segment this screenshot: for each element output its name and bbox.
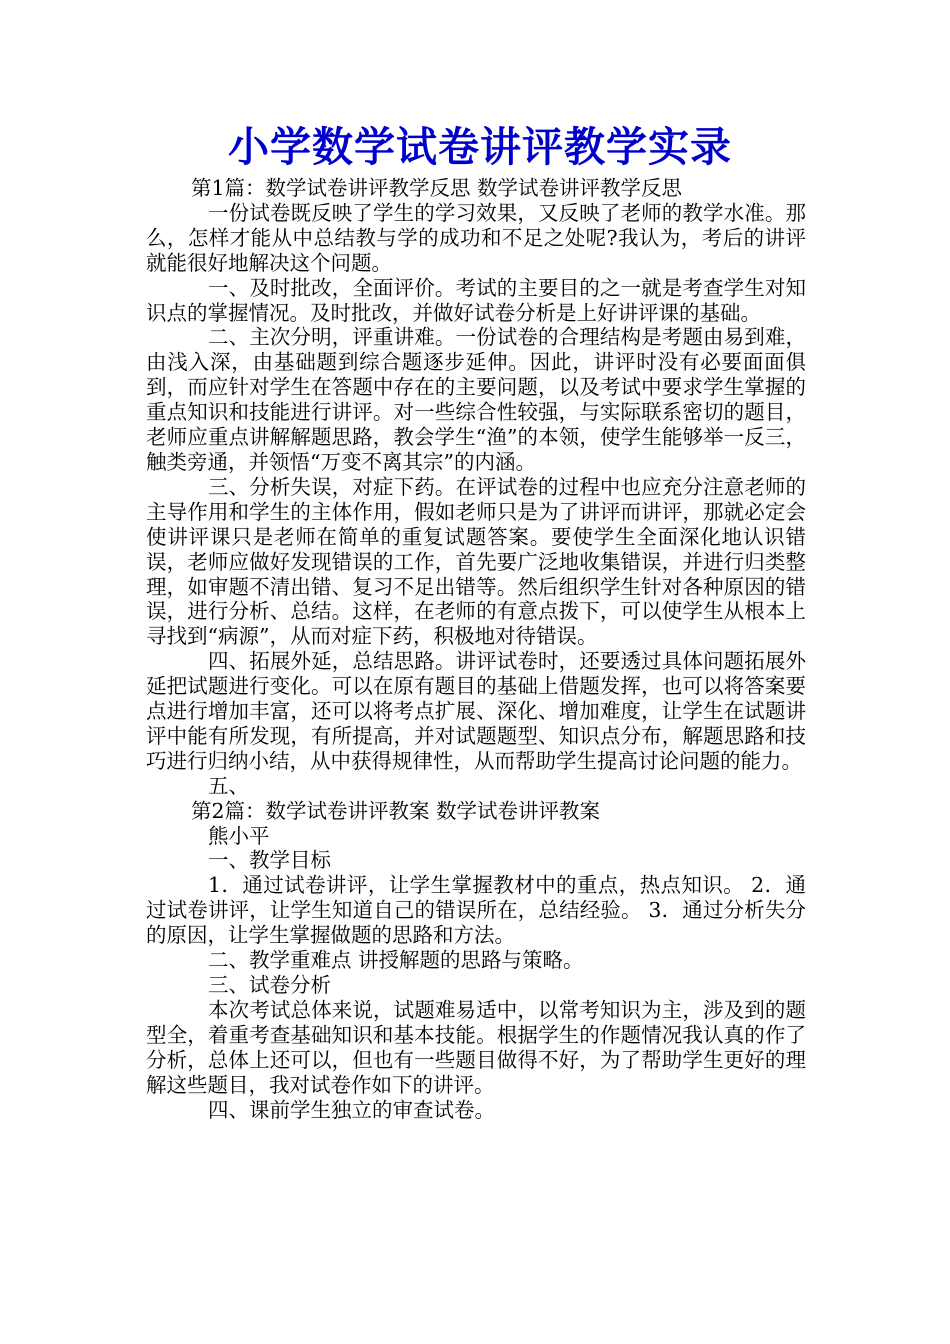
- section-heading-1: 第1篇：数学试卷讲评教学反思 数学试卷讲评教学反思: [191, 176, 683, 200]
- section-heading-2: 第2篇：数学试卷讲评教案 数学试卷讲评教案: [191, 798, 601, 823]
- paragraph-point-5: 五、: [208, 773, 249, 798]
- paragraph-point-3: 三、分析失误，对症下药。在评试卷的过程中也应充分注意老师的主导作用和学生的主体作用，假如老师只是为了讲评而讲评，那就必定会使讲评课只是老师在简单的重复试题答案。要使学生全面深化地认识错误，老师应做好发现错误的工作，首先要广泛地收集错误，并进行归类整理，如审题不清出错、复习不足出错等。然后组织学生针对各种原因的错误，进行分析、总结。这样，在老师的有意点拨下，可以使学生从根本上寻找到“病源”，从而对症下药，积极地对待错误。: [146, 474, 806, 649]
- heading-key-points: 二、教学重难点 讲授解题的思路与策略。: [208, 948, 584, 973]
- paragraph-paper-analysis: 本次考试总体来说，试题难易适中，以常考知识为主，涉及到的题型全，着重考查基础知识和基本技能。根据学生的作题情况我认真的作了分析，总体上还可以，但也有一些题目做得不好，为了帮助学生更好的理解这些题目，我对试卷作如下的讲评。: [146, 997, 806, 1097]
- heading-pre-class-review: 四、课前学生独立的审查试卷。: [208, 1097, 495, 1122]
- heading-teaching-goals: 一、教学目标: [208, 848, 331, 873]
- document-page: [146, 118, 806, 1122]
- paragraph-teaching-goals: 1．通过试卷讲评，让学生掌握教材中的重点，热点知识。 2．通过试卷讲评，让学生知道自己的错误所在，总结经验。 3．通过分析失分的原因，让学生掌握做题的思路和方法。: [146, 873, 806, 948]
- paragraph-intro: 一份试卷既反映了学生的学习效果，又反映了老师的教学水准。那么，怎样才能从中总结教与学的成功和不足之处呢?我认为，考后的讲评就能很好地解决这个问题。: [146, 200, 806, 275]
- paragraph-point-2: 二、主次分明，评重讲难。一份试卷的合理结构是考题由易到难，由浅入深，由基础题到综合题逐步延伸。因此，讲评时没有必要面面俱到，而应针对学生在答题中存在的主要问题，以及考试中要求学生掌握的重点知识和技能进行讲评。对一些综合性较强，与实际联系密切的题目，老师应重点讲解解题思路，教会学生“渔”的本领，使学生能够举一反三，触类旁通，并领悟“万变不离其宗”的内涵。: [146, 325, 806, 474]
- paragraph-point-4: 四、拓展外延，总结思路。讲评试卷时，还要透过具体问题拓展外延把试题进行变化。可以在原有题目的基础上借题发挥，也可以将答案要点进行增加丰富，还可以将考点扩展、深化、增加难度，让学生在试题讲评中能有所发现，有所提高，并对试题题型、知识点分布，解题思路和技巧进行归纳小结，从中获得规律性，从而帮助学生提高讨论问题的能力。: [146, 649, 806, 773]
- paragraph-point-1: 一、及时批改，全面评价。考试的主要目的之一就是考查学生对知识点的掌握情况。及时批改，并做好试卷分析是上好讲评课的基础。: [146, 275, 806, 325]
- document-title: 小学数学试卷讲评教学实录: [228, 123, 732, 171]
- author-name: 熊小平: [208, 823, 270, 848]
- heading-paper-analysis: 三、试卷分析: [208, 973, 331, 997]
